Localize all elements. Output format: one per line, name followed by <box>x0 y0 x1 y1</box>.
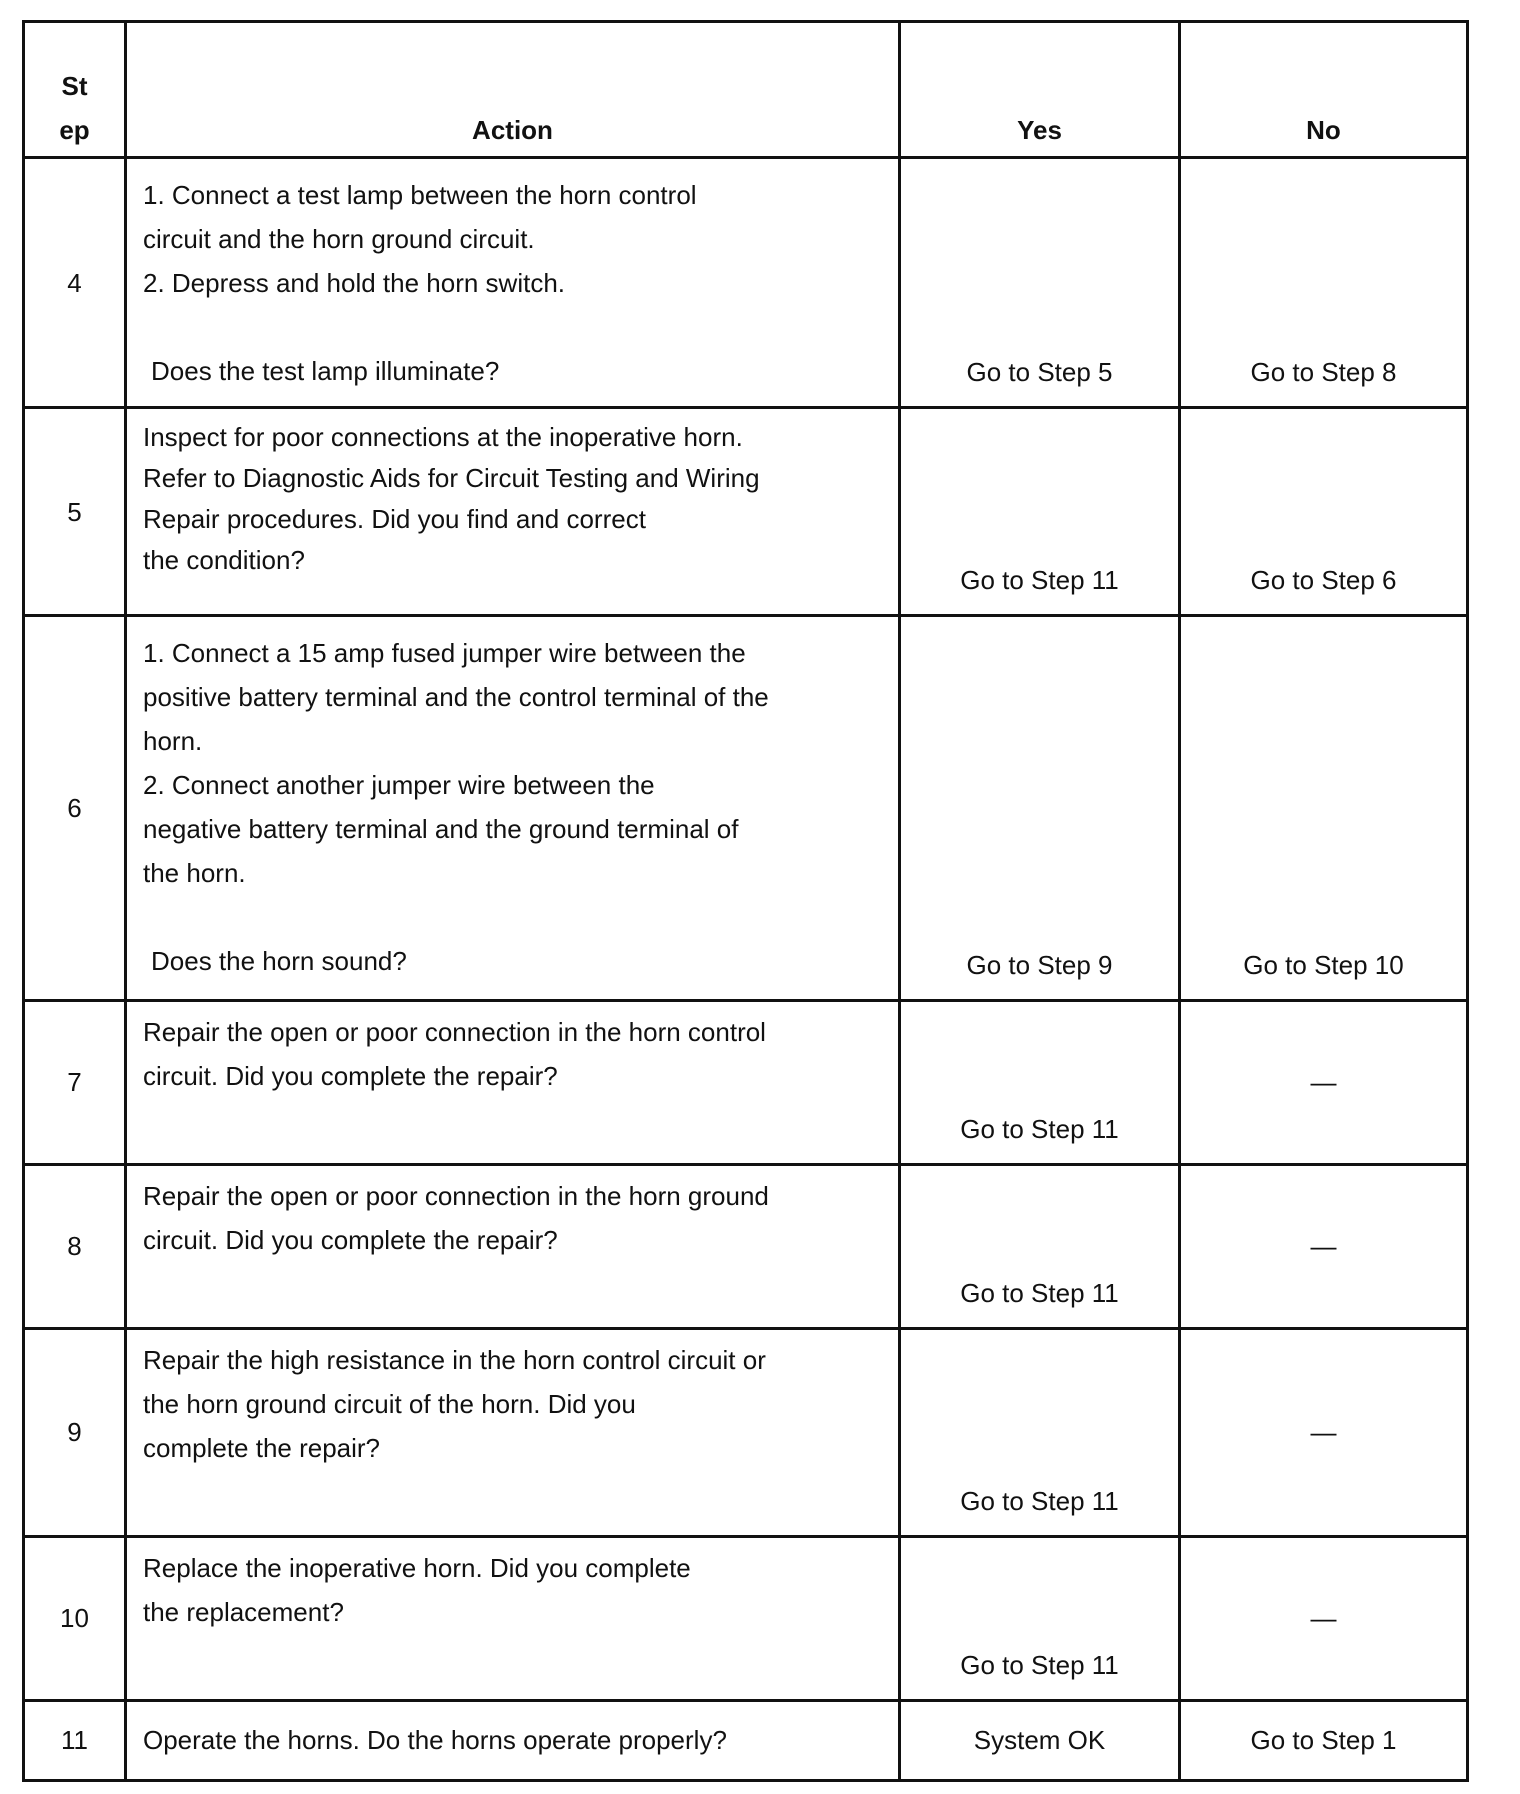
action-line: the condition? <box>143 545 305 576</box>
no-column-header: No <box>1180 22 1468 158</box>
action-line: Repair the open or poor connection in the horn ground <box>143 1180 769 1211</box>
action-question: Does the horn sound? <box>151 946 407 977</box>
yes-result: Go to Step 11 <box>900 1000 1180 1164</box>
yes-column-header: Yes <box>900 22 1180 158</box>
no-result: Go to Step 6 <box>1180 408 1468 616</box>
action-line: Refer to Diagnostic Aids for Circuit Testing and Wiring <box>143 463 760 494</box>
no-result: — <box>1180 1164 1468 1328</box>
no-result: — <box>1180 1000 1468 1164</box>
action-line: positive battery terminal and the control terminal of the <box>143 682 769 713</box>
table-row <box>24 1164 1468 1328</box>
action-line: 1. Connect a test lamp between the horn control <box>143 180 697 210</box>
no-result: — <box>1180 1328 1468 1536</box>
step-header-line1: St <box>61 71 88 101</box>
action-line: complete the repair? <box>143 1432 381 1463</box>
action-line: the horn ground circuit of the horn. Did you <box>143 1388 636 1419</box>
action-line: Repair the open or poor connection in the horn control <box>143 1016 766 1047</box>
action-question: Does the test lamp illuminate? <box>151 356 500 386</box>
action-line: 2. Depress and hold the horn switch. <box>143 268 566 298</box>
table-row <box>24 408 1468 616</box>
step-number: 6 <box>24 616 126 1000</box>
action-cell <box>126 1536 900 1700</box>
yes-result: System OK <box>900 1700 1180 1780</box>
table-row <box>24 1700 1468 1780</box>
step-number: 5 <box>24 408 126 616</box>
table-body <box>24 158 1468 1781</box>
table-row <box>24 1536 1468 1700</box>
no-result: Go to Step 1 <box>1180 1700 1468 1780</box>
step-number: 11 <box>24 1700 126 1780</box>
table-row <box>24 616 1468 1000</box>
step-number: 8 <box>24 1164 126 1328</box>
action-cell <box>126 1000 900 1164</box>
table-row <box>24 1000 1468 1164</box>
yes-result: Go to Step 9 <box>900 616 1180 1000</box>
action-cell <box>126 616 900 1000</box>
yes-result: Go to Step 11 <box>900 408 1180 616</box>
step-number: 9 <box>24 1328 126 1536</box>
action-line: circuit. Did you complete the repair? <box>143 1224 558 1255</box>
action-line: 1. Connect a 15 amp fused jumper wire between the <box>143 638 746 669</box>
action-cell <box>126 158 900 408</box>
table-header <box>24 22 1468 158</box>
step-column-header <box>24 22 126 158</box>
action-line: Repair the high resistance in the horn control circuit or <box>143 1344 766 1375</box>
yes-result: Go to Step 11 <box>900 1536 1180 1700</box>
action-line: negative battery terminal and the ground terminal of <box>143 814 739 845</box>
step-number: 10 <box>24 1536 126 1700</box>
action-line: circuit and the horn ground circuit. <box>143 224 535 254</box>
action-line: horn. <box>143 726 203 757</box>
yes-result: Go to Step 11 <box>900 1164 1180 1328</box>
action-line: 2. Connect another jumper wire between the <box>143 770 655 801</box>
action-line: Repair procedures. Did you find and correct <box>143 504 646 535</box>
action-line: the horn. <box>143 858 246 889</box>
action-cell <box>126 1164 900 1328</box>
step-number: 4 <box>24 158 126 408</box>
action-line: Inspect for poor connections at the inoperative horn. <box>143 422 743 453</box>
action-line: the replacement? <box>143 1596 344 1627</box>
step-number: 7 <box>24 1000 126 1164</box>
action-line: circuit. Did you complete the repair? <box>143 1060 558 1091</box>
no-result: Go to Step 10 <box>1180 616 1468 1000</box>
header-row <box>24 22 1468 158</box>
diagnostic-table <box>22 20 1469 1782</box>
action-column-header: Action <box>126 22 900 158</box>
action-cell <box>126 408 900 616</box>
action-line: Operate the horns. Do the horns operate properly? <box>143 1725 727 1756</box>
no-result: Go to Step 8 <box>1180 158 1468 408</box>
table-row <box>24 1328 1468 1536</box>
action-cell <box>126 1700 900 1780</box>
step-header-line2: ep <box>59 115 90 145</box>
no-result: — <box>1180 1536 1468 1700</box>
table-row <box>24 158 1468 408</box>
yes-result: Go to Step 11 <box>900 1328 1180 1536</box>
yes-result: Go to Step 5 <box>900 158 1180 408</box>
action-cell <box>126 1328 900 1536</box>
action-line: Replace the inoperative horn. Did you complete <box>143 1552 691 1583</box>
